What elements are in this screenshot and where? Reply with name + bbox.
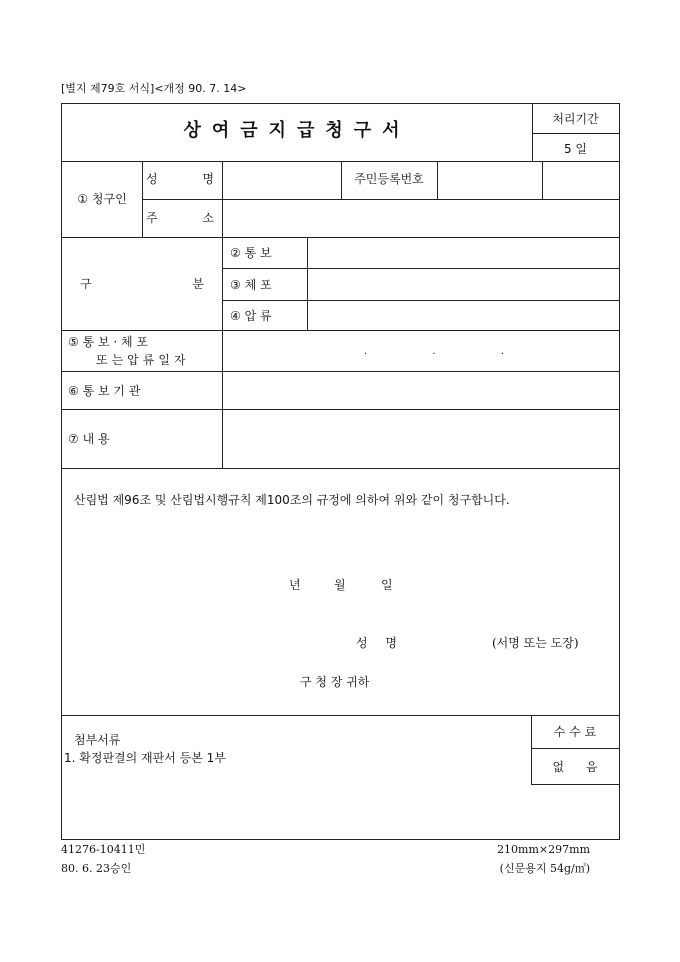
fee-label: 수 수 료 xyxy=(553,725,597,739)
footer-paper-size: 210mm×297mm xyxy=(497,843,590,856)
date-day: 일 xyxy=(381,578,393,592)
address-field[interactable] xyxy=(224,200,618,236)
rule-content-bottom xyxy=(62,468,619,469)
form-number-note: [별지 제79호 서식]<개정 90. 7. 14> xyxy=(61,82,247,95)
content-label: ⑦ 내 용 xyxy=(68,432,110,446)
category-notice: ② 통 보 xyxy=(230,246,272,260)
date-year: 년 xyxy=(289,578,301,592)
form-title xyxy=(62,120,532,141)
footer-approval: 80. 6. 23승인 xyxy=(61,862,132,875)
attachments-item: 1. 확정판결의 재판서 등본 1부 xyxy=(64,751,226,765)
statement-text: 산림법 제96조 및 산림법시행규칙 제100조의 규정에 의하여 위와 같이 청구합니다. xyxy=(74,493,510,507)
footer-paper-type: (신문용지 54g/㎡) xyxy=(499,862,590,875)
signature-hint: (서명 또는 도장) xyxy=(492,636,579,650)
rule-processing-mid xyxy=(532,133,619,134)
address-label: 주 소 xyxy=(146,211,214,225)
date-label-line2: 또는압류일자 xyxy=(96,353,190,367)
rule-id-label-right xyxy=(437,161,438,199)
name-label: 성 명 xyxy=(146,172,214,186)
date-field[interactable] xyxy=(224,331,618,370)
signature-field[interactable] xyxy=(407,630,487,654)
processing-period-label: 처리기간 xyxy=(552,112,599,126)
rule-id-right xyxy=(542,161,543,199)
processing-period-value: 5 일 xyxy=(563,142,588,156)
name-field[interactable] xyxy=(224,162,340,198)
rule-fee-bottom xyxy=(531,784,619,785)
content-field[interactable] xyxy=(224,410,618,467)
addressee: 구 청 장 귀하 xyxy=(300,675,370,689)
form-title-text: 상여금지급청구서 xyxy=(183,120,411,141)
agency-field[interactable] xyxy=(224,372,618,408)
notice-field[interactable] xyxy=(309,238,618,267)
claimant-label: ① 청구인 xyxy=(77,192,127,206)
claim-form xyxy=(61,103,620,840)
seizure-field[interactable] xyxy=(309,301,618,329)
attachments-title: 첨부서류 xyxy=(74,733,121,747)
resident-id-field[interactable] xyxy=(439,162,541,198)
signature-label: 성 명 xyxy=(356,636,397,650)
rule-statement-bottom xyxy=(62,715,619,716)
date-label-line1: ⑤ 통 보 · 체 포 xyxy=(68,335,149,349)
rule-claimant-label-right xyxy=(142,161,143,237)
category-arrest: ③ 체 포 xyxy=(230,278,272,292)
date-month: 월 xyxy=(334,578,346,592)
arrest-field[interactable] xyxy=(309,269,618,299)
rule-fee-mid xyxy=(531,748,619,749)
rule-category-items-right xyxy=(307,237,308,330)
category-seizure: ④ 압 류 xyxy=(230,309,272,323)
rule-label-column xyxy=(222,161,223,468)
footer-code: 41276-10411민 xyxy=(61,843,146,856)
category-label: 구 분 xyxy=(80,277,204,291)
date-field-dots: . . . xyxy=(364,346,504,357)
agency-label: ⑥ 통 보 기 관 xyxy=(68,384,141,398)
fee-value: 없 음 xyxy=(552,760,598,774)
resident-id-label: 주민등록번호 xyxy=(354,172,424,186)
